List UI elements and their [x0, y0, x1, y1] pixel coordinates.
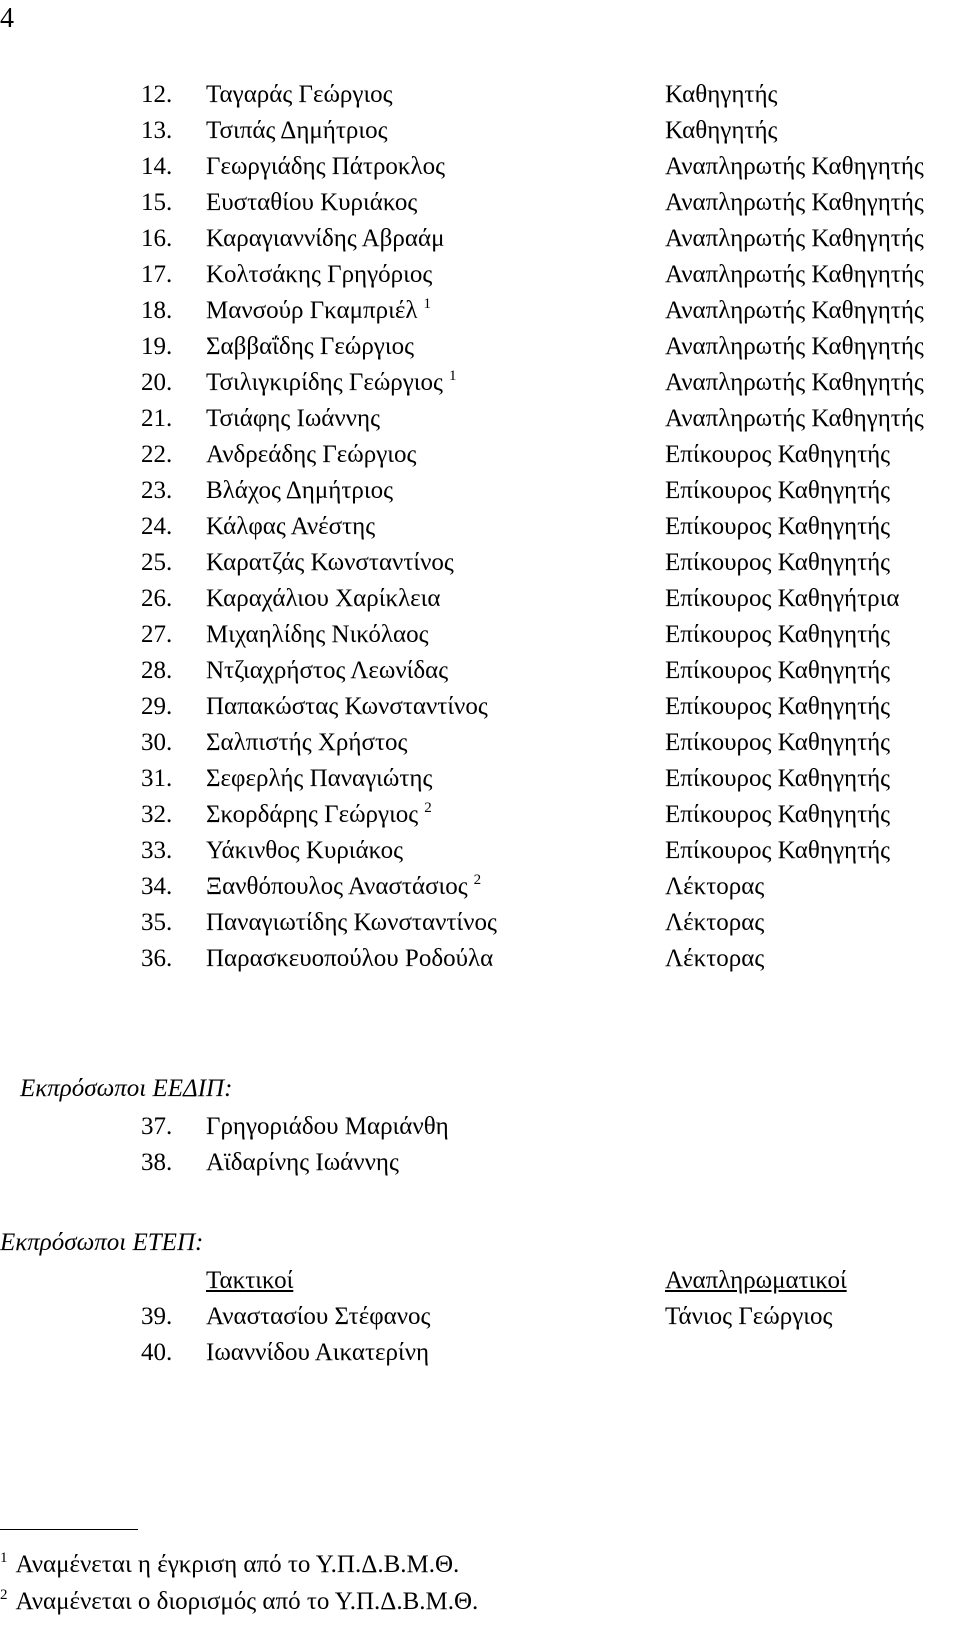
list-item [0, 690, 960, 724]
item-number: 31. [141, 765, 173, 792]
list-item [0, 762, 960, 796]
page-number: 4 [0, 3, 14, 34]
list-item [0, 150, 960, 184]
member-name: Κάλφας Ανέστης [206, 513, 376, 540]
list-item [0, 402, 960, 436]
list-item [0, 798, 960, 832]
member-name: Τσιλιγκιρίδης Γεώργιος $^1$ [206, 368, 457, 396]
member-name: Γρηγοριάδου Μαριάνθη [206, 1113, 449, 1140]
member-rank: Αναπληρωτής Καθηγητής [665, 189, 924, 216]
footnote-mark: 2 [0, 1587, 8, 1603]
item-number: 13. [141, 117, 173, 144]
member-name: Μιχαηλίδης Νικόλαος [206, 621, 429, 648]
list-item [0, 1110, 960, 1144]
member-name: Καραχάλιου Χαρίκλεια [206, 585, 441, 612]
footnote [0, 1585, 478, 1619]
eedip-section-title: Εκπρόσωποι ΕΕΔΙΠ: [20, 1075, 233, 1102]
member-name: Ντζιαχρήστος Λεωνίδας [206, 657, 449, 684]
list-item [0, 834, 960, 868]
member-rank: Λέκτορας [665, 909, 765, 936]
item-number: 15. [141, 189, 173, 216]
member-name: Ξανθόπουλος Αναστάσιος $^2$ [206, 872, 482, 900]
member-name: Αϊδαρίνης Ιωάννης [206, 1149, 399, 1176]
footnote [0, 1548, 459, 1582]
member-name: Υάκινθος Κυριάκος [206, 837, 404, 864]
member-rank: Αναπληρωτής Καθηγητής [665, 297, 924, 324]
list-item [0, 654, 960, 688]
member-rank: Επίκουρος Καθηγητής [665, 549, 891, 576]
item-number: 18. [141, 297, 173, 324]
alternate-member-name: Τάνιος Γεώργιος [665, 1303, 833, 1330]
member-name: Βλάχος Δημήτριος [206, 477, 393, 504]
footnote-ref: 1 [448, 368, 457, 384]
item-number: 28. [141, 657, 173, 684]
member-rank: Αναπληρωτής Καθηγητής [665, 333, 924, 360]
member-rank: Λέκτορας [665, 945, 765, 972]
member-rank: Επίκουρος Καθηγητής [665, 513, 891, 540]
member-name: Τσιάφης Ιωάννης [206, 405, 380, 432]
footnote-text: Αναμένεται η έγκριση από το Υ.Π.Δ.Β.Μ.Θ. [15, 1551, 460, 1578]
member-name: Τσιπάς Δημήτριος [206, 117, 388, 144]
member-rank: Επίκουρος Καθηγητής [665, 693, 891, 720]
list-item [0, 78, 960, 112]
item-number: 24. [141, 513, 173, 540]
item-number: 17. [141, 261, 173, 288]
member-name: Αναστασίου Στέφανος [206, 1303, 431, 1330]
item-number: 33. [141, 837, 173, 864]
member-name: Ευσταθίου Κυριάκος [206, 189, 418, 216]
alternate-members-header: Αναπληρωματικοί [665, 1267, 847, 1294]
item-number: 29. [141, 693, 173, 720]
member-name: Παπακώστας Κωνσταντίνος [206, 693, 488, 720]
member-rank: Καθηγητής [665, 117, 778, 144]
item-number: 14. [141, 153, 173, 180]
member-rank: Καθηγητής [665, 81, 778, 108]
member-name: Ταγαράς Γεώργιος [206, 81, 393, 108]
list-item [0, 510, 960, 544]
member-name: Ανδρεάδης Γεώργιος [206, 441, 417, 468]
member-rank: Επίκουρος Καθηγητής [665, 657, 891, 684]
list-item [0, 1300, 960, 1334]
member-rank: Επίκουρος Καθηγητής [665, 801, 891, 828]
list-item [0, 474, 960, 508]
item-number: 22. [141, 441, 173, 468]
etep-section-title: Εκπρόσωποι ΕΤΕΠ: [0, 1229, 204, 1256]
list-item [0, 258, 960, 292]
item-number: 34. [141, 873, 173, 900]
item-number: 16. [141, 225, 173, 252]
list-item [0, 618, 960, 652]
item-number: 26. [141, 585, 173, 612]
item-number: 20. [141, 369, 173, 396]
member-rank: Επίκουρος Καθηγητής [665, 441, 891, 468]
list-item [0, 906, 960, 940]
item-number: 27. [141, 621, 173, 648]
item-number: 40. [141, 1339, 173, 1366]
list-item [0, 294, 960, 328]
member-rank: Αναπληρωτής Καθηγητής [665, 405, 924, 432]
list-item [0, 942, 960, 976]
member-name: Σαλπιστής Χρήστος [206, 729, 408, 756]
footnote-separator [0, 1529, 138, 1530]
member-name: Μανσούρ Γκαμπριέλ $^1$ [206, 296, 431, 324]
regular-members-header: Τακτικοί [206, 1267, 294, 1294]
list-item [0, 366, 960, 400]
member-rank: Επίκουρος Καθηγητής [665, 765, 891, 792]
member-rank: Επίκουρος Καθηγητής [665, 837, 891, 864]
member-rank: Επίκουρος Καθηγητής [665, 477, 891, 504]
item-number: 39. [141, 1303, 173, 1330]
member-rank: Επίκουρος Καθηγητής [665, 621, 891, 648]
member-rank: Επίκουρος Καθηγητής [665, 729, 891, 756]
list-item [0, 1336, 960, 1370]
item-number: 12. [141, 81, 173, 108]
list-item [0, 114, 960, 148]
member-name: Καραγιαννίδης Αβραάμ [206, 225, 445, 252]
member-name: Σκορδάρης Γεώργιος $^2$ [206, 800, 432, 828]
item-number: 21. [141, 405, 173, 432]
list-item [0, 1146, 960, 1180]
member-name: Καρατζάς Κωνσταντίνος [206, 549, 454, 576]
footnote-ref: 2 [473, 872, 482, 888]
footnote-ref: 1 [423, 296, 431, 312]
item-number: 23. [141, 477, 173, 504]
member-rank: Επίκουρος Καθηγήτρια [665, 585, 900, 612]
list-item [0, 870, 960, 904]
member-rank: Αναπληρωτής Καθηγητής [665, 261, 924, 288]
list-item [0, 438, 960, 472]
footnote-ref: 2 [424, 800, 432, 816]
item-number: 36. [141, 945, 173, 972]
member-name: Παρασκευοπούλου Ροδούλα [206, 945, 494, 972]
member-name: Παναγιωτίδης Κωνσταντίνος [206, 909, 497, 936]
list-item [0, 330, 960, 364]
item-number: 25. [141, 549, 173, 576]
member-rank: Αναπληρωτής Καθηγητής [665, 369, 924, 396]
item-number: 35. [141, 909, 173, 936]
item-number: 38. [141, 1149, 173, 1176]
member-rank: Αναπληρωτής Καθηγητής [665, 225, 924, 252]
member-name: Ιωαννίδου Αικατερίνη [206, 1339, 430, 1366]
list-item [0, 222, 960, 256]
member-name: Κολτσάκης Γρηγόριος [206, 261, 433, 288]
item-number: 32. [141, 801, 173, 828]
item-number: 30. [141, 729, 173, 756]
footnote-mark: 1 [0, 1550, 8, 1566]
member-rank: Αναπληρωτής Καθηγητής [665, 153, 924, 180]
member-rank: Λέκτορας [665, 873, 765, 900]
member-name: Γεωργιάδης Πάτροκλος [206, 153, 446, 180]
member-name: Σαββαΐδης Γεώργιος [206, 333, 414, 360]
list-item [0, 546, 960, 580]
member-name: Σεφερλής Παναγιώτης [206, 765, 433, 792]
list-item [0, 582, 960, 616]
list-item [0, 186, 960, 220]
list-item [0, 726, 960, 760]
item-number: 19. [141, 333, 173, 360]
item-number: 37. [141, 1113, 173, 1140]
footnote-text: Αναμένεται ο διορισμός από το Υ.Π.Δ.Β.Μ.Θ. [15, 1588, 479, 1615]
